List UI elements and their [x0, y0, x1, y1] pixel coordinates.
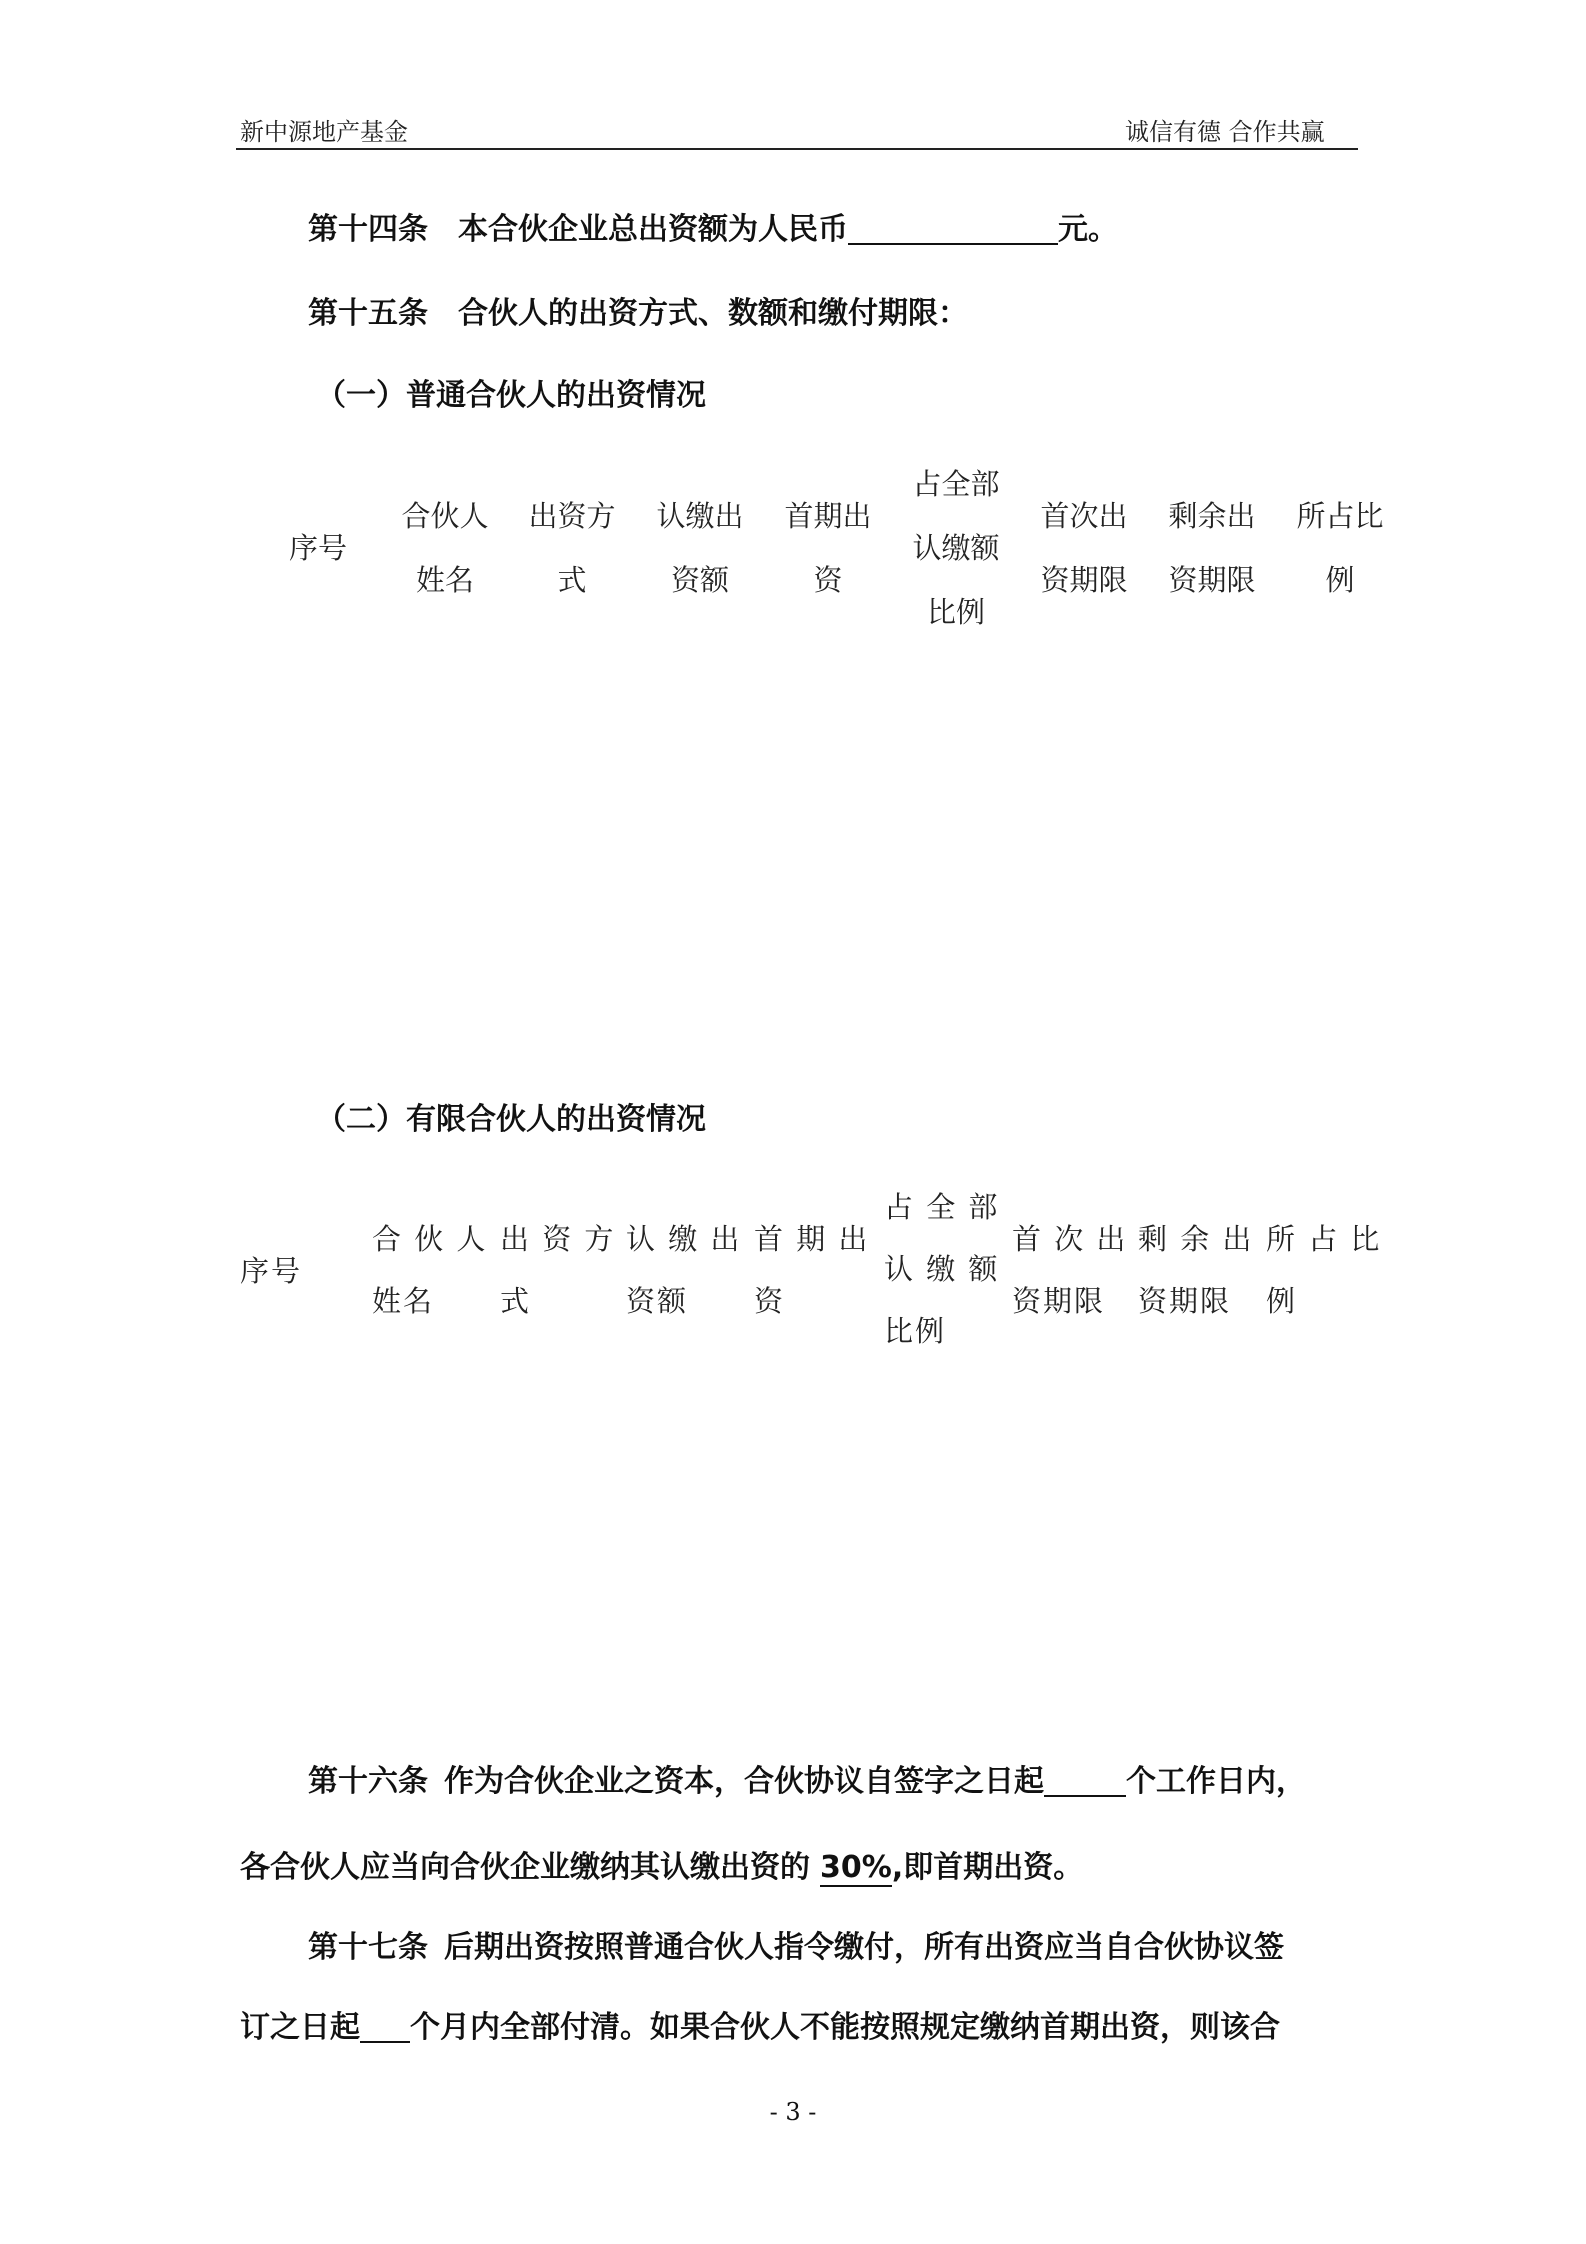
article-17-text-1: 后期出资按照普通合伙人指令缴付，所有出资应当自合伙协议签 [444, 1930, 1284, 1965]
article-16-text-1: 作为合伙企业之资本，合伙协议自签字之日起 [444, 1764, 1044, 1799]
limited-col-header-8: 所 占 比 例 [1266, 1222, 1382, 1318]
months-blank[interactable] [360, 2011, 410, 2043]
article-15 [308, 294, 968, 334]
limited-col-header-7: 剩 余 出 资期限 [1138, 1222, 1254, 1318]
working-days-blank[interactable] [1044, 1765, 1126, 1797]
article-17-line-1 [308, 1928, 1284, 1968]
article-16-label: 第十六条 [308, 1764, 428, 1799]
header-motto: 诚信有德 合作共赢 [1125, 118, 1325, 146]
article-15-text: 合伙人的出资方式、数额和缴付期限： [458, 296, 968, 331]
header-fund-name: 新中源地产基金 [240, 118, 408, 146]
article-16-text-4: ,即首期出资。 [891, 1850, 1084, 1885]
article-17-label: 第十七条 [308, 1930, 428, 1965]
article-14 [308, 210, 1118, 250]
general-col-header-7: 剩余出 资期限 [1168, 499, 1256, 597]
article-16-line-1 [308, 1762, 1306, 1802]
general-col-header-3: 认缴出 资额 [656, 499, 744, 597]
limited-col-header-5: 占 全 部 认 缴 额 比例 [884, 1190, 1000, 1348]
article-17-text-3: 个月内全部付清。如果合伙人不能按照规定缴纳首期出资，则该合 [410, 2010, 1280, 2045]
general-col-header-2: 出资方 式 [528, 499, 616, 597]
limited-col-header-3: 认 缴 出 资额 [626, 1222, 742, 1318]
limited-col-header-4: 首 期 出 资 [754, 1222, 870, 1318]
limited-col-header-0: 序号 [240, 1254, 303, 1288]
general-col-header-4: 首期出 资 [784, 499, 872, 597]
article-17-line-2 [240, 2008, 1280, 2048]
general-partner-title: （一）普通合伙人的出资情况 [316, 378, 706, 413]
limited-col-header-1: 合 伙 人 姓名 [372, 1222, 488, 1318]
header-divider [236, 148, 1358, 150]
first-payment-percent: 30% [820, 1850, 892, 1885]
article-16-text-3: 各合伙人应当向合伙企业缴纳其认缴出资的 [240, 1850, 810, 1885]
general-col-header-0: 序号 [288, 531, 347, 565]
limited-col-header-2: 出 资 方 式 [500, 1222, 616, 1318]
article-14-text: 本合伙企业总出资额为人民币 [458, 212, 848, 247]
article-14-unit: 元。 [1058, 212, 1118, 247]
article-16-line-2 [240, 1848, 1083, 1888]
article-16-text-2: 个工作日内， [1126, 1764, 1306, 1799]
general-col-header-5: 占全部 认缴额 比例 [912, 467, 1000, 629]
page-number: - 3 - [769, 2098, 817, 2126]
article-14-label: 第十四条 [308, 212, 428, 247]
total-capital-blank[interactable] [848, 213, 1058, 245]
article-15-label: 第十五条 [308, 296, 428, 331]
general-col-header-6: 首次出 资期限 [1040, 499, 1128, 597]
limited-col-header-6: 首 次 出 资期限 [1012, 1222, 1128, 1318]
article-17-text-2: 订之日起 [240, 2010, 360, 2045]
limited-partner-title: （二）有限合伙人的出资情况 [316, 1102, 706, 1137]
general-col-header-8: 所占比 例 [1296, 499, 1384, 597]
general-col-header-1: 合伙人 姓名 [401, 499, 489, 597]
